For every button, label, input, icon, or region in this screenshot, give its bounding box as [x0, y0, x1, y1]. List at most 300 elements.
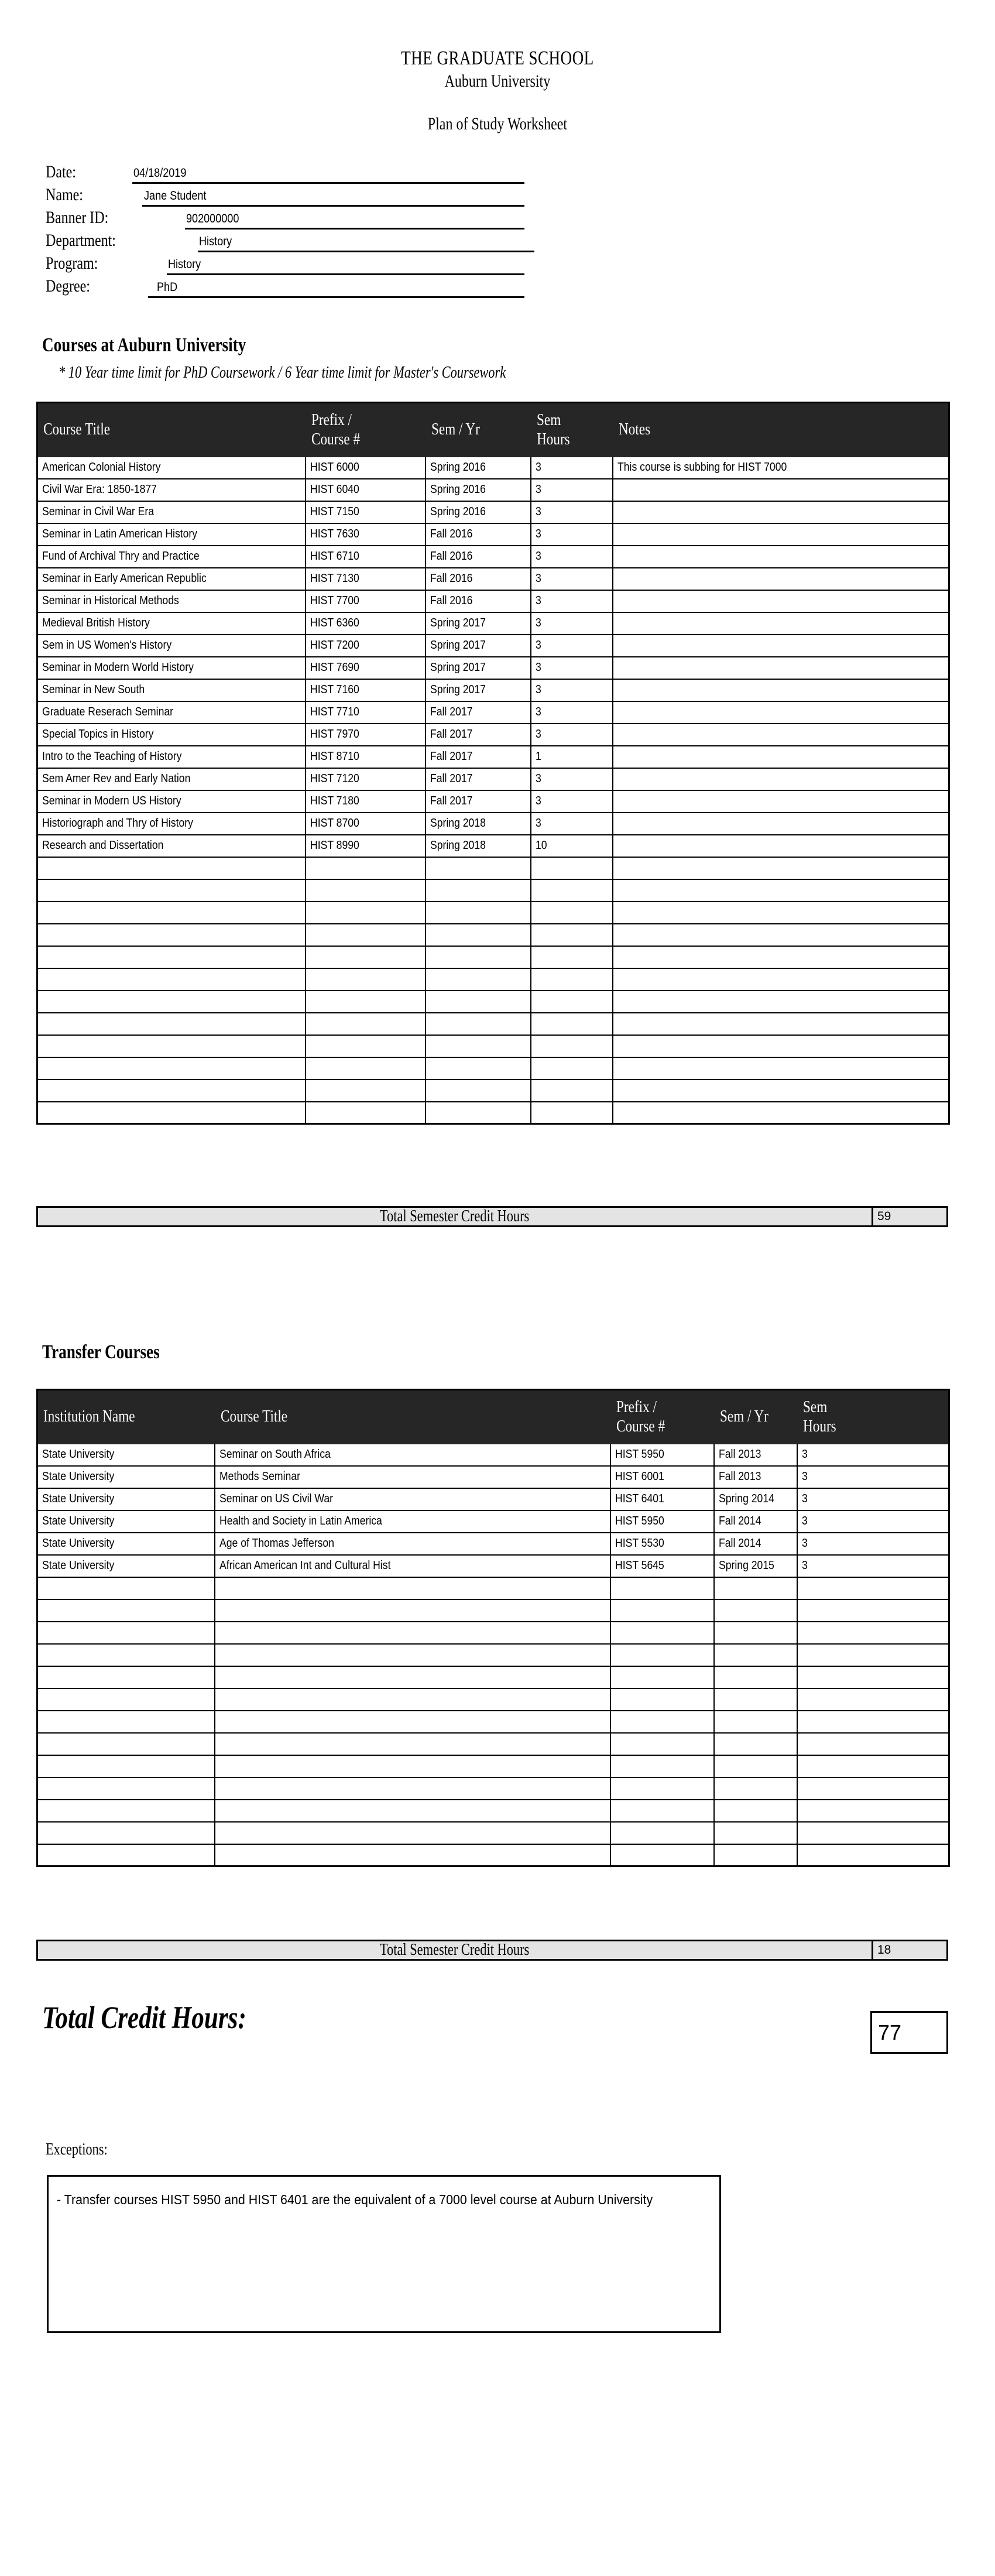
grand-total-value-box[interactable]: 77: [870, 2011, 948, 2054]
cell-prefix-course[interactable]: HIST 8700: [306, 813, 426, 835]
table-row-empty: [37, 1577, 949, 1599]
cell-course-title[interactable]: Research and Dissertation: [37, 835, 306, 857]
cell-transfer-prefix-course-empty[interactable]: [610, 1822, 714, 1844]
cell-transfer-prefix-course-empty[interactable]: [610, 1711, 714, 1733]
cell-transfer-sem-yr-empty[interactable]: [714, 1622, 797, 1644]
table-row-empty: [37, 968, 949, 991]
cell-course-title[interactable]: Seminar in Early American Republic: [37, 568, 306, 590]
cell-course-title[interactable]: American Colonial History: [37, 457, 306, 479]
cell-transfer-sem-yr[interactable]: Fall 2013: [714, 1466, 797, 1488]
transfer-table-header-row: [37, 1390, 949, 1444]
cell-sem-yr-empty[interactable]: [426, 1102, 531, 1124]
cell-transfer-sem-hours-empty[interactable]: [797, 1800, 949, 1822]
cell-transfer-sem-yr-empty[interactable]: [714, 1844, 797, 1866]
cell-prefix-course-empty[interactable]: [306, 1035, 426, 1057]
table-row-empty: [37, 1080, 949, 1102]
cell-notes[interactable]: [613, 746, 949, 768]
cell-transfer-prefix-course-empty[interactable]: [610, 1644, 714, 1666]
cell-transfer-course-title-empty[interactable]: [215, 1666, 610, 1688]
cell-transfer-sem-hours-empty[interactable]: [797, 1599, 949, 1622]
cell-prefix-course-empty[interactable]: [306, 879, 426, 902]
cell-sem-yr-empty[interactable]: [426, 946, 531, 968]
cell-sem-yr-empty[interactable]: [426, 879, 531, 902]
table-row-empty: [37, 1800, 949, 1822]
cell-transfer-sem-hours-empty[interactable]: [797, 1777, 949, 1800]
table-row-empty: [37, 1755, 949, 1777]
cell-prefix-course-empty[interactable]: [306, 857, 426, 879]
table-row-empty: [37, 1057, 949, 1080]
cell-transfer-course-title[interactable]: Age of Thomas Jefferson: [215, 1533, 610, 1555]
table-row: [37, 546, 949, 568]
cell-course-title[interactable]: Sem Amer Rev and Early Nation: [37, 768, 306, 790]
cell-notes[interactable]: [613, 790, 949, 813]
cell-course-title-empty[interactable]: [37, 968, 306, 991]
table-row-empty: [37, 1013, 949, 1035]
cell-institution-name-empty[interactable]: [37, 1644, 215, 1666]
cell-sem-yr-empty[interactable]: [426, 991, 531, 1013]
cell-notes[interactable]: [613, 479, 949, 501]
cell-transfer-prefix-course[interactable]: HIST 5950: [610, 1510, 714, 1533]
cell-institution-name-empty[interactable]: [37, 1666, 215, 1688]
cell-transfer-sem-hours[interactable]: 3: [797, 1444, 949, 1466]
cell-transfer-prefix-course[interactable]: HIST 5950: [610, 1444, 714, 1466]
cell-transfer-course-title-empty[interactable]: [215, 1800, 610, 1822]
cell-sem-yr-empty[interactable]: [426, 1035, 531, 1057]
cell-sem-yr-empty[interactable]: [426, 924, 531, 946]
cell-course-title[interactable]: Seminar in New South: [37, 679, 306, 701]
cell-transfer-prefix-course[interactable]: HIST 5530: [610, 1533, 714, 1555]
cell-transfer-sem-hours-empty[interactable]: [797, 1844, 949, 1866]
cell-sem-hours-empty[interactable]: [531, 924, 613, 946]
cell-sem-hours[interactable]: 3: [531, 546, 613, 568]
department-value[interactable]: History: [199, 235, 232, 248]
cell-transfer-prefix-course-empty[interactable]: [610, 1666, 714, 1688]
cell-sem-hours[interactable]: 3: [531, 635, 613, 657]
cell-prefix-course[interactable]: HIST 7160: [306, 679, 426, 701]
cell-transfer-prefix-course-empty[interactable]: [610, 1577, 714, 1599]
table-row-empty: [37, 1822, 949, 1844]
cell-sem-hours[interactable]: 3: [531, 523, 613, 546]
cell-sem-yr-empty[interactable]: [426, 1080, 531, 1102]
cell-prefix-course[interactable]: HIST 7180: [306, 790, 426, 813]
cell-transfer-course-title-empty[interactable]: [215, 1733, 610, 1755]
cell-prefix-course-empty[interactable]: [306, 946, 426, 968]
cell-notes-empty[interactable]: [613, 946, 949, 968]
cell-course-title[interactable]: Historiograph and Thry of History: [37, 813, 306, 835]
cell-notes[interactable]: [613, 523, 949, 546]
cell-course-title[interactable]: Seminar in Modern World History: [37, 657, 306, 679]
cell-course-title-empty[interactable]: [37, 924, 306, 946]
cell-sem-hours[interactable]: 3: [531, 813, 613, 835]
cell-course-title[interactable]: Civil War Era: 1850-1877: [37, 479, 306, 501]
cell-sem-yr[interactable]: Spring 2017: [426, 657, 531, 679]
cell-sem-hours-empty[interactable]: [531, 1057, 613, 1080]
transfer-total-value[interactable]: 18: [872, 1941, 946, 1959]
table-row-empty: [37, 1666, 949, 1688]
cell-transfer-prefix-course[interactable]: HIST 6001: [610, 1466, 714, 1488]
table-row: [37, 612, 949, 635]
cell-sem-yr[interactable]: Fall 2017: [426, 701, 531, 724]
cell-prefix-course-empty[interactable]: [306, 1080, 426, 1102]
degree-value[interactable]: PhD: [157, 280, 178, 294]
cell-prefix-course[interactable]: HIST 7710: [306, 701, 426, 724]
cell-sem-yr[interactable]: Fall 2017: [426, 768, 531, 790]
name-label: Name:: [46, 185, 83, 204]
name-value[interactable]: Jane Student: [144, 189, 207, 203]
cell-prefix-course[interactable]: HIST 7200: [306, 635, 426, 657]
cell-transfer-sem-yr-empty[interactable]: [714, 1711, 797, 1733]
program-value[interactable]: History: [168, 258, 201, 271]
cell-transfer-course-title[interactable]: Seminar on South Africa: [215, 1444, 610, 1466]
table-row: [37, 746, 949, 768]
cell-prefix-course[interactable]: HIST 6360: [306, 612, 426, 635]
cell-sem-hours[interactable]: 1: [531, 746, 613, 768]
cell-transfer-course-title-empty[interactable]: [215, 1777, 610, 1800]
auburn-total-credit-hours-bar: [36, 1206, 948, 1227]
cell-transfer-sem-yr-empty[interactable]: [714, 1688, 797, 1711]
cell-transfer-sem-hours-empty[interactable]: [797, 1733, 949, 1755]
cell-prefix-course[interactable]: HIST 7700: [306, 590, 426, 612]
cell-sem-hours-empty[interactable]: [531, 1035, 613, 1057]
cell-transfer-sem-hours-empty[interactable]: [797, 1755, 949, 1777]
cell-sem-yr[interactable]: Spring 2018: [426, 835, 531, 857]
col-header-prefix-course: Prefix / Course #: [306, 403, 426, 457]
cell-institution-name-empty[interactable]: [37, 1844, 215, 1866]
cell-transfer-sem-hours[interactable]: 3: [797, 1555, 949, 1577]
cell-prefix-course-empty[interactable]: [306, 1057, 426, 1080]
cell-course-title-empty[interactable]: [37, 1080, 306, 1102]
cell-institution-name-empty[interactable]: [37, 1622, 215, 1644]
cell-sem-yr[interactable]: Spring 2016: [426, 457, 531, 479]
cell-sem-yr-empty[interactable]: [426, 968, 531, 991]
transfer-courses-heading: Transfer Courses: [42, 1341, 160, 1363]
cell-transfer-sem-hours-empty[interactable]: [797, 1688, 949, 1711]
table-row-empty: [37, 1777, 949, 1800]
cell-sem-hours[interactable]: 3: [531, 679, 613, 701]
cell-institution-name-empty[interactable]: [37, 1577, 215, 1599]
cell-transfer-sem-yr-empty[interactable]: [714, 1777, 797, 1800]
cell-transfer-sem-yr-empty[interactable]: [714, 1577, 797, 1599]
cell-transfer-course-title-empty[interactable]: [215, 1599, 610, 1622]
cell-prefix-course-empty[interactable]: [306, 1013, 426, 1035]
cell-sem-hours[interactable]: 3: [531, 701, 613, 724]
cell-sem-yr-empty[interactable]: [426, 1057, 531, 1080]
cell-notes-empty[interactable]: [613, 991, 949, 1013]
cell-course-title[interactable]: Seminar in Historical Methods: [37, 590, 306, 612]
cell-notes-empty[interactable]: [613, 879, 949, 902]
cell-sem-yr[interactable]: Fall 2017: [426, 746, 531, 768]
cell-course-title-empty[interactable]: [37, 902, 306, 924]
cell-institution-name-empty[interactable]: [37, 1800, 215, 1822]
table-row-empty: [37, 1711, 949, 1733]
cell-sem-yr-empty[interactable]: [426, 1013, 531, 1035]
cell-transfer-sem-hours-empty[interactable]: [797, 1577, 949, 1599]
cell-transfer-prefix-course-empty[interactable]: [610, 1755, 714, 1777]
cell-transfer-prefix-course-empty[interactable]: [610, 1844, 714, 1866]
cell-sem-yr[interactable]: Fall 2016: [426, 568, 531, 590]
cell-institution-name-empty[interactable]: [37, 1755, 215, 1777]
cell-sem-hours[interactable]: 3: [531, 457, 613, 479]
cell-transfer-sem-yr-empty[interactable]: [714, 1822, 797, 1844]
date-value[interactable]: 04/18/2019: [133, 166, 187, 180]
cell-prefix-course-empty[interactable]: [306, 968, 426, 991]
cell-transfer-course-title-empty[interactable]: [215, 1822, 610, 1844]
cell-transfer-sem-hours-empty[interactable]: [797, 1822, 949, 1844]
cell-course-title[interactable]: Medieval British History: [37, 612, 306, 635]
cell-transfer-sem-yr-empty[interactable]: [714, 1755, 797, 1777]
cell-transfer-sem-yr[interactable]: Fall 2014: [714, 1510, 797, 1533]
cell-transfer-sem-hours[interactable]: 3: [797, 1488, 949, 1510]
document-form-title: [0, 114, 995, 134]
cell-transfer-course-title-empty[interactable]: [215, 1688, 610, 1711]
cell-institution-name[interactable]: State University: [37, 1488, 215, 1510]
cell-institution-name-empty[interactable]: [37, 1711, 215, 1733]
cell-transfer-course-title-empty[interactable]: [215, 1755, 610, 1777]
table-row: [37, 479, 949, 501]
cell-prefix-course[interactable]: HIST 8990: [306, 835, 426, 857]
cell-transfer-sem-yr-empty[interactable]: [714, 1644, 797, 1666]
cell-prefix-course[interactable]: HIST 7150: [306, 501, 426, 523]
cell-sem-hours-empty[interactable]: [531, 879, 613, 902]
cell-prefix-course[interactable]: HIST 6000: [306, 457, 426, 479]
cell-transfer-sem-hours-empty[interactable]: [797, 1622, 949, 1644]
cell-transfer-course-title[interactable]: Methods Seminar: [215, 1466, 610, 1488]
cell-sem-yr[interactable]: Fall 2016: [426, 546, 531, 568]
cell-notes-empty[interactable]: [613, 1013, 949, 1035]
cell-sem-yr-empty[interactable]: [426, 857, 531, 879]
cell-transfer-prefix-course-empty[interactable]: [610, 1688, 714, 1711]
auburn-total-value[interactable]: 59: [872, 1208, 946, 1225]
cell-sem-hours-empty[interactable]: [531, 968, 613, 991]
table-row: [37, 1466, 949, 1488]
cell-notes[interactable]: [613, 679, 949, 701]
table-row-empty: [37, 1035, 949, 1057]
cell-sem-hours[interactable]: 3: [531, 568, 613, 590]
cell-notes-empty[interactable]: [613, 1035, 949, 1057]
cell-course-title-empty[interactable]: [37, 879, 306, 902]
cell-transfer-sem-yr[interactable]: Spring 2014: [714, 1488, 797, 1510]
cell-sem-hours[interactable]: 3: [531, 657, 613, 679]
cell-notes[interactable]: [613, 501, 949, 523]
cell-notes[interactable]: [613, 657, 949, 679]
cell-sem-yr[interactable]: Spring 2016: [426, 501, 531, 523]
cell-notes[interactable]: [613, 546, 949, 568]
cell-transfer-sem-yr[interactable]: Fall 2014: [714, 1533, 797, 1555]
cell-sem-hours-empty[interactable]: [531, 857, 613, 879]
cell-sem-hours[interactable]: 3: [531, 479, 613, 501]
cell-sem-hours[interactable]: 3: [531, 590, 613, 612]
cell-notes[interactable]: [613, 612, 949, 635]
cell-notes[interactable]: [613, 813, 949, 835]
cell-institution-name-empty[interactable]: [37, 1688, 215, 1711]
cell-transfer-course-title[interactable]: Health and Society in Latin America: [215, 1510, 610, 1533]
cell-sem-yr-empty[interactable]: [426, 902, 531, 924]
cell-course-title-empty[interactable]: [37, 857, 306, 879]
cell-prefix-course[interactable]: HIST 7690: [306, 657, 426, 679]
cell-notes-empty[interactable]: [613, 1102, 949, 1124]
cell-notes[interactable]: [613, 568, 949, 590]
cell-prefix-course[interactable]: HIST 7630: [306, 523, 426, 546]
cell-sem-hours[interactable]: 3: [531, 768, 613, 790]
cell-sem-yr[interactable]: Spring 2016: [426, 479, 531, 501]
cell-course-title[interactable]: Intro to the Teaching of History: [37, 746, 306, 768]
cell-notes[interactable]: [613, 590, 949, 612]
document-organization-title: [0, 47, 995, 70]
cell-sem-hours[interactable]: 3: [531, 612, 613, 635]
cell-sem-yr[interactable]: Fall 2016: [426, 523, 531, 546]
cell-sem-hours-empty[interactable]: [531, 1080, 613, 1102]
cell-transfer-sem-hours[interactable]: 3: [797, 1510, 949, 1533]
cell-course-title-empty[interactable]: [37, 1102, 306, 1124]
cell-sem-hours-empty[interactable]: [531, 1102, 613, 1124]
cell-transfer-sem-hours-empty[interactable]: [797, 1644, 949, 1666]
transfer-courses-table: [36, 1389, 950, 1867]
form-row-department: [46, 229, 526, 252]
cell-transfer-sem-yr-empty[interactable]: [714, 1599, 797, 1622]
cell-transfer-prefix-course-empty[interactable]: [610, 1733, 714, 1755]
cell-sem-yr[interactable]: Spring 2017: [426, 612, 531, 635]
cell-course-title[interactable]: Graduate Reserach Seminar: [37, 701, 306, 724]
cell-institution-name[interactable]: State University: [37, 1555, 215, 1577]
cell-institution-name[interactable]: State University: [37, 1466, 215, 1488]
cell-notes-empty[interactable]: [613, 902, 949, 924]
cell-sem-yr[interactable]: Fall 2016: [426, 590, 531, 612]
cell-sem-yr[interactable]: Spring 2017: [426, 679, 531, 701]
cell-transfer-prefix-course-empty[interactable]: [610, 1622, 714, 1644]
table-row-empty: [37, 946, 949, 968]
cell-notes-empty[interactable]: [613, 1057, 949, 1080]
cell-course-title[interactable]: Seminar in Modern US History: [37, 790, 306, 813]
cell-notes-empty[interactable]: [613, 857, 949, 879]
cell-sem-yr[interactable]: Fall 2017: [426, 790, 531, 813]
cell-sem-yr[interactable]: Spring 2018: [426, 813, 531, 835]
table-row-empty: [37, 1599, 949, 1622]
cell-sem-hours[interactable]: 10: [531, 835, 613, 857]
cell-sem-hours-empty[interactable]: [531, 991, 613, 1013]
cell-transfer-course-title-empty[interactable]: [215, 1622, 610, 1644]
cell-prefix-course[interactable]: HIST 7120: [306, 768, 426, 790]
cell-transfer-sem-yr-empty[interactable]: [714, 1733, 797, 1755]
cell-transfer-sem-yr-empty[interactable]: [714, 1800, 797, 1822]
cell-notes[interactable]: [613, 724, 949, 746]
institution-name: Auburn University: [444, 71, 551, 91]
cell-transfer-prefix-course-empty[interactable]: [610, 1777, 714, 1800]
form-row-banner-id: [46, 207, 526, 229]
cell-transfer-prefix-course-empty[interactable]: [610, 1800, 714, 1822]
cell-notes-empty[interactable]: [613, 968, 949, 991]
table-row: [37, 523, 949, 546]
cell-sem-hours-empty[interactable]: [531, 946, 613, 968]
cell-course-title-empty[interactable]: [37, 1013, 306, 1035]
col-header-sem-yr: Sem / Yr: [426, 403, 531, 457]
cell-institution-name[interactable]: State University: [37, 1444, 215, 1466]
cell-transfer-course-title-empty[interactable]: [215, 1644, 610, 1666]
cell-notes[interactable]: [613, 835, 949, 857]
cell-prefix-course[interactable]: HIST 7130: [306, 568, 426, 590]
table-row-empty: [37, 1622, 949, 1644]
cell-transfer-course-title-empty[interactable]: [215, 1577, 610, 1599]
exceptions-textbox[interactable]: [47, 2175, 721, 2333]
cell-prefix-course[interactable]: HIST 6040: [306, 479, 426, 501]
cell-prefix-course-empty[interactable]: [306, 902, 426, 924]
cell-sem-hours-empty[interactable]: [531, 1013, 613, 1035]
cell-notes[interactable]: [613, 768, 949, 790]
cell-institution-name-empty[interactable]: [37, 1777, 215, 1800]
col-header-transfer-sem-yr: Sem / Yr: [714, 1390, 797, 1444]
grand-total-label: Total Credit Hours:: [42, 2000, 246, 2035]
cell-prefix-course-empty[interactable]: [306, 924, 426, 946]
cell-notes[interactable]: This course is subbing for HIST 7000: [613, 457, 949, 479]
cell-transfer-course-title[interactable]: Seminar on US Civil War: [215, 1488, 610, 1510]
cell-transfer-course-title-empty[interactable]: [215, 1844, 610, 1866]
auburn-courses-time-limit-note: * 10 Year time limit for PhD Coursework / 6 Year time limit for Master's Coursework: [59, 364, 506, 382]
cell-sem-hours-empty[interactable]: [531, 902, 613, 924]
cell-sem-hours[interactable]: 3: [531, 501, 613, 523]
cell-prefix-course-empty[interactable]: [306, 991, 426, 1013]
cell-transfer-sem-yr[interactable]: Fall 2013: [714, 1444, 797, 1466]
cell-course-title[interactable]: Sem in US Women's History: [37, 635, 306, 657]
col-header-institution-name: Institution Name: [37, 1390, 215, 1444]
col-header-notes: Notes: [613, 403, 949, 457]
cell-notes[interactable]: [613, 701, 949, 724]
cell-sem-hours[interactable]: 3: [531, 724, 613, 746]
cell-sem-yr[interactable]: Fall 2017: [426, 724, 531, 746]
cell-course-title[interactable]: Fund of Archival Thry and Practice: [37, 546, 306, 568]
cell-transfer-sem-hours-empty[interactable]: [797, 1711, 949, 1733]
cell-course-title-empty[interactable]: [37, 1057, 306, 1080]
cell-institution-name[interactable]: State University: [37, 1533, 215, 1555]
cell-prefix-course[interactable]: HIST 8710: [306, 746, 426, 768]
transfer-table-body: [37, 1444, 949, 1866]
cell-course-title-empty[interactable]: [37, 991, 306, 1013]
cell-transfer-sem-yr-empty[interactable]: [714, 1666, 797, 1688]
cell-transfer-course-title-empty[interactable]: [215, 1711, 610, 1733]
cell-institution-name-empty[interactable]: [37, 1733, 215, 1755]
cell-institution-name-empty[interactable]: [37, 1599, 215, 1622]
cell-course-title[interactable]: Special Topics in History: [37, 724, 306, 746]
cell-transfer-sem-yr[interactable]: Spring 2015: [714, 1555, 797, 1577]
cell-transfer-sem-hours[interactable]: 3: [797, 1466, 949, 1488]
table-row: [37, 657, 949, 679]
cell-institution-name[interactable]: State University: [37, 1510, 215, 1533]
table-row: [37, 835, 949, 857]
cell-notes-empty[interactable]: [613, 1080, 949, 1102]
cell-transfer-prefix-course[interactable]: HIST 5645: [610, 1555, 714, 1577]
banner-id-value[interactable]: 902000000: [186, 212, 239, 225]
cell-course-title-empty[interactable]: [37, 1035, 306, 1057]
cell-prefix-course[interactable]: HIST 6710: [306, 546, 426, 568]
cell-course-title[interactable]: Seminar in Latin American History: [37, 523, 306, 546]
cell-sem-hours[interactable]: 3: [531, 790, 613, 813]
cell-transfer-prefix-course[interactable]: HIST 6401: [610, 1488, 714, 1510]
col-header-course-title: Course Title: [37, 403, 306, 457]
cell-notes-empty[interactable]: [613, 924, 949, 946]
cell-transfer-sem-hours[interactable]: 3: [797, 1533, 949, 1555]
cell-sem-yr[interactable]: Spring 2017: [426, 635, 531, 657]
form-title: Plan of Study Worksheet: [427, 114, 568, 133]
table-row-empty: [37, 879, 949, 902]
cell-prefix-course-empty[interactable]: [306, 1102, 426, 1124]
table-row-empty: [37, 857, 949, 879]
cell-transfer-sem-hours-empty[interactable]: [797, 1666, 949, 1688]
cell-notes[interactable]: [613, 635, 949, 657]
cell-course-title[interactable]: Seminar in Civil War Era: [37, 501, 306, 523]
cell-transfer-course-title[interactable]: African American Int and Cultural Hist: [215, 1555, 610, 1577]
cell-transfer-prefix-course-empty[interactable]: [610, 1599, 714, 1622]
cell-prefix-course[interactable]: HIST 7970: [306, 724, 426, 746]
cell-institution-name-empty[interactable]: [37, 1822, 215, 1844]
cell-course-title-empty[interactable]: [37, 946, 306, 968]
